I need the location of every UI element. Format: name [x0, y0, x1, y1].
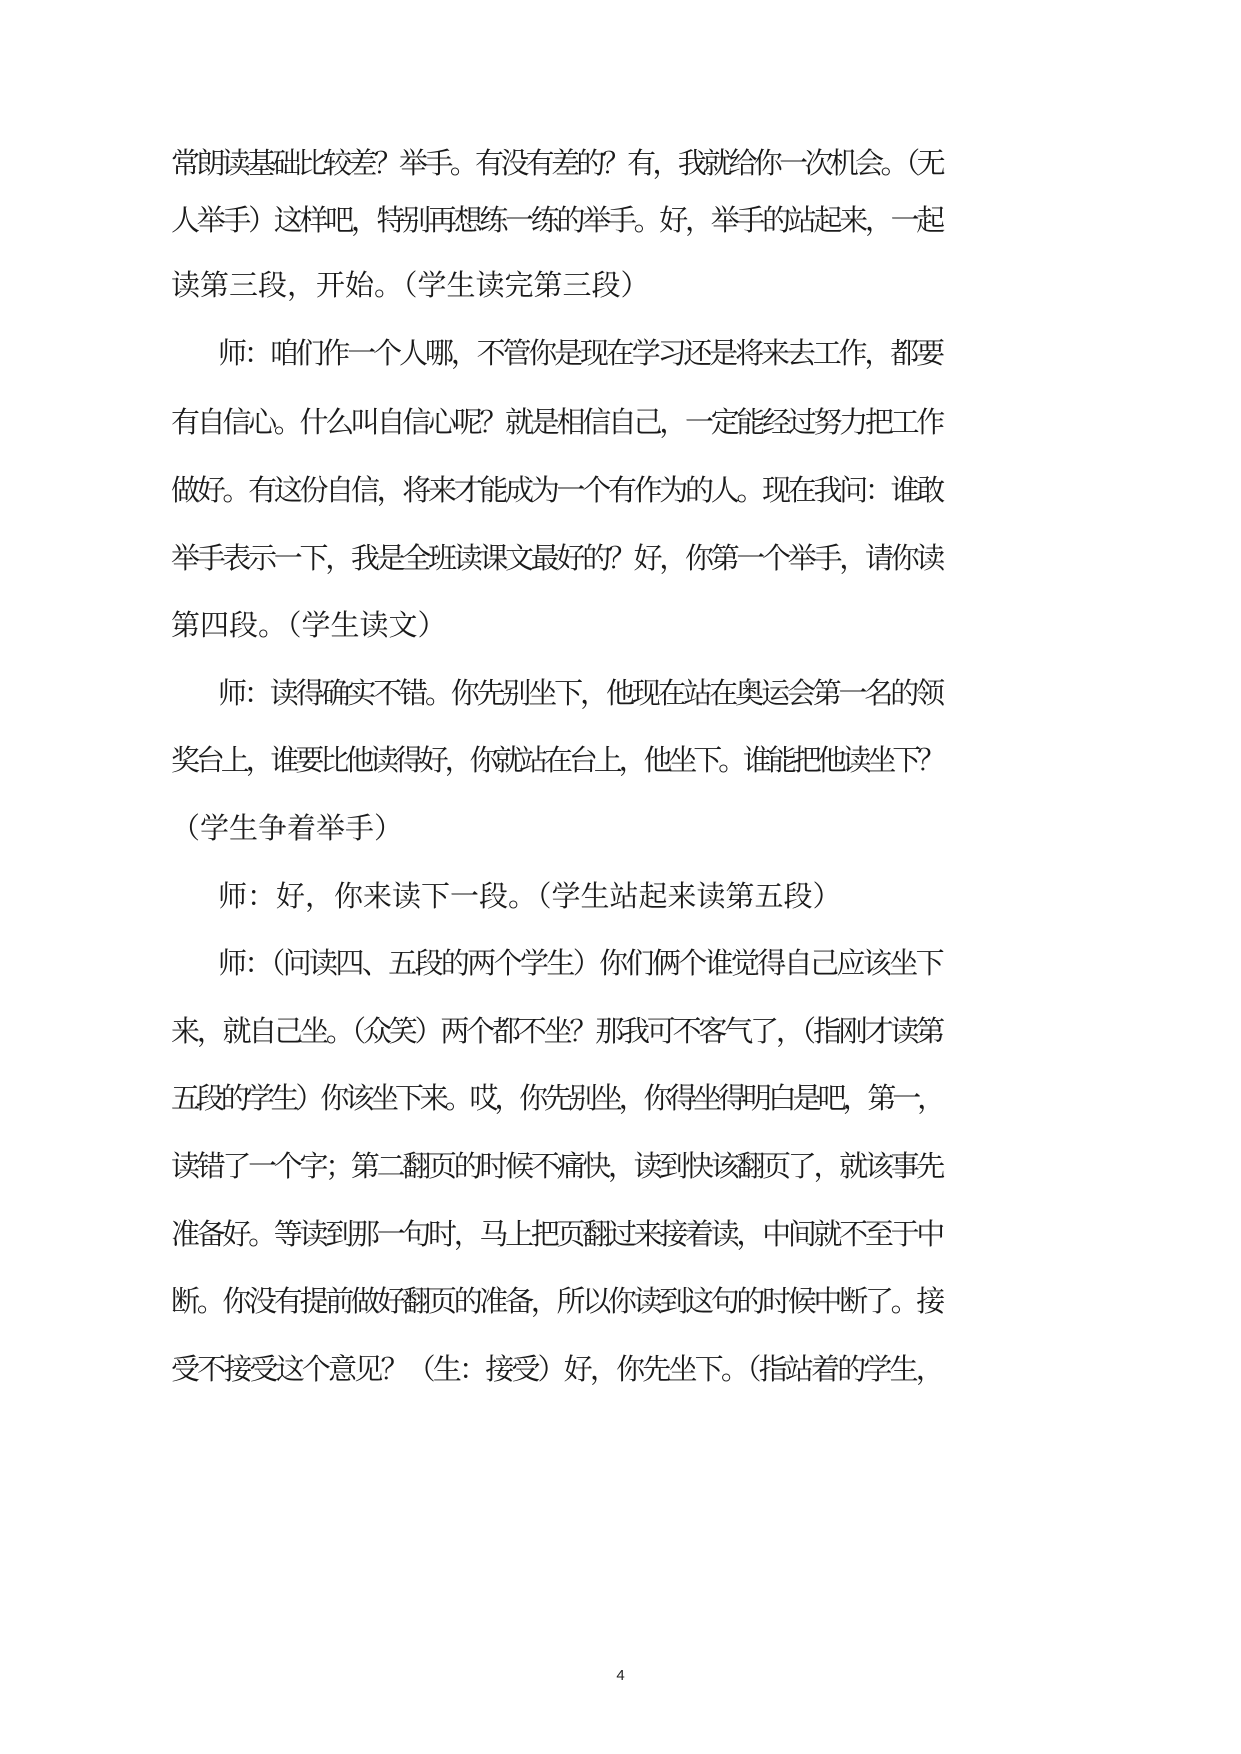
- text-line-content: 受不接受这个意见？（生：接受）好，你先坐下。（指站着的学生，: [171, 1352, 942, 1386]
- text-line-content: 奖台上，谁要比他读得好，你就站在台上，他坐下。谁能把他读坐下？: [171, 743, 942, 777]
- text-line-content: 断。你没有提前做好翻页的准备，所以你读到这句的时候中断了。接: [171, 1284, 942, 1318]
- text-line-content: 做好。有这份自信，将来才能成为一个有作为的人。现在我问：谁敢: [171, 473, 942, 507]
- text-line: [0, 1281, 1241, 1321]
- text-line-content: 常朗读基础比较差？举手。有没有差的？有，我就给你一次机会。（无: [171, 146, 942, 180]
- text-line: [0, 1349, 1241, 1389]
- text-line-content: 有自信心。什么叫自信心呢？就是相信自己，一定能经过努力把工作: [171, 405, 942, 439]
- text-line: [0, 740, 1241, 780]
- text-line: [0, 673, 1241, 713]
- text-line: [0, 1011, 1241, 1051]
- text-line-content: 师：咱们作一个人哪，不管你是现在学习还是将来去工作，都要: [218, 336, 942, 370]
- page-number: 4: [616, 1667, 625, 1684]
- text-line-content: 人举手）这样吧，特别再想练一练的举手。好，举手的站起来，一起: [171, 203, 942, 237]
- text-line: [0, 943, 1241, 983]
- text-line-content: 读错了一个字；第二翻页的时候不痛快，读到快该翻页了，就该事先: [171, 1149, 942, 1183]
- text-line: [0, 808, 1241, 848]
- text-line: [0, 333, 1241, 373]
- text-line-content: 五段的学生）你该坐下来。哎，你先别坐，你得坐得明白是吧，第一，: [171, 1081, 942, 1115]
- text-line: [0, 1214, 1241, 1254]
- text-line-content: 读第三段，开始。（学生读完第三段）: [171, 268, 650, 302]
- text-line: [0, 1146, 1241, 1186]
- text-line-content: 师：好，你来读下一段。（学生站起来读第五段）: [218, 879, 842, 913]
- text-line: [0, 1078, 1241, 1118]
- text-line: [0, 876, 1241, 916]
- text-line: [0, 538, 1241, 578]
- text-line: [0, 402, 1241, 442]
- text-line-content: 来，就自己坐。（众笑）两个都不坐？那我可不客气了，（指刚才读第: [171, 1014, 942, 1048]
- text-line-content: 师：（问读四、五段的两个学生）你们俩个谁觉得自己应该坐下: [218, 946, 942, 980]
- text-line-content: （学生争着举手）: [171, 811, 404, 845]
- text-line: [0, 605, 1241, 645]
- text-line-content: 师：读得确实不错。你先别坐下，他现在站在奥运会第一名的领: [218, 676, 942, 710]
- text-line: [0, 470, 1241, 510]
- text-line-content: 举手表示一下，我是全班读课文最好的？好，你第一个举手，请你读: [171, 541, 942, 575]
- text-line: [0, 200, 1241, 240]
- text-line-content: 准备好。等读到那一句时，马上把页翻过来接着读，中间就不至于中: [171, 1217, 942, 1251]
- text-line: [0, 143, 1241, 183]
- text-line: [0, 265, 1241, 305]
- text-line-content: 第四段。（学生读文）: [171, 608, 447, 642]
